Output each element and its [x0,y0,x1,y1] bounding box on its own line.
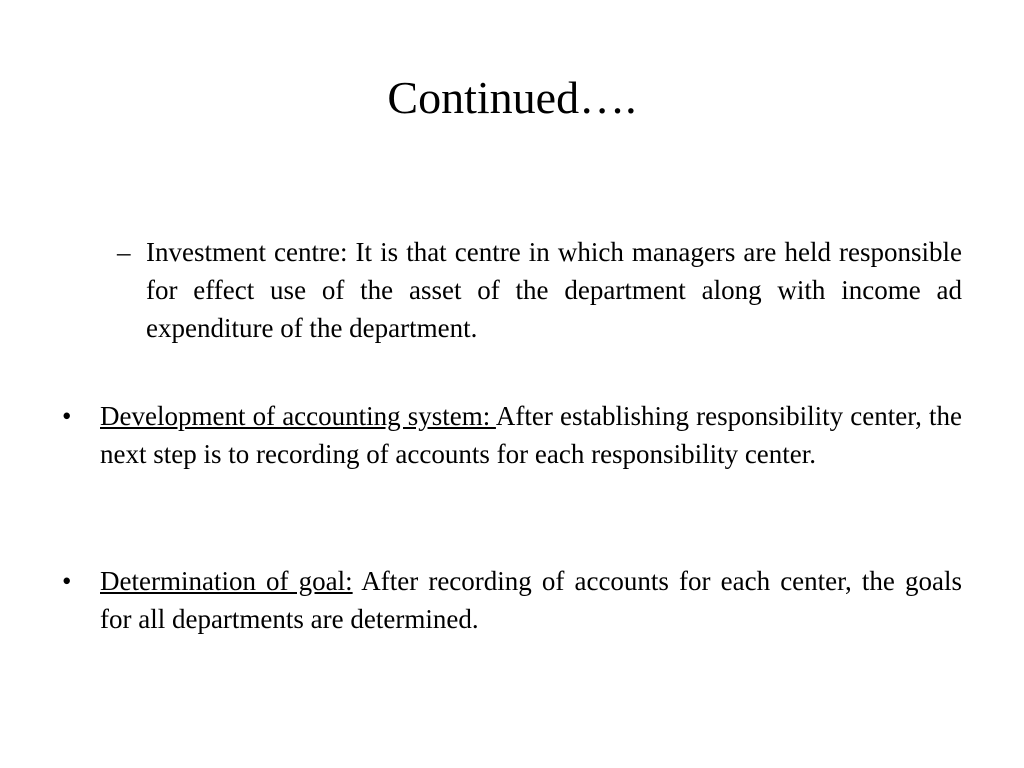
dash-marker: – [117,237,131,267]
bullet-marker: • [62,401,72,431]
bullet-development-accounting [100,397,962,473]
slide-title: Continued…. [387,72,637,123]
bullet-body: After establishing responsibility center, the next step is to recording of accounts for each responsibility center. [100,401,962,469]
bullet-body: After recording of accounts for each center, the goals for all departments are determined. [100,566,962,634]
bullet-determination-goal [100,562,962,638]
investment-centre-text: Investment centre: It is that centre in which managers are held responsible for effect use of the asset of the department along with income ad expenditure of the department. [146,237,962,343]
bullet-marker: • [62,566,72,596]
bullet-heading: Determination of goal: [100,566,353,596]
bullet-heading: Development of accounting system: [100,401,496,431]
